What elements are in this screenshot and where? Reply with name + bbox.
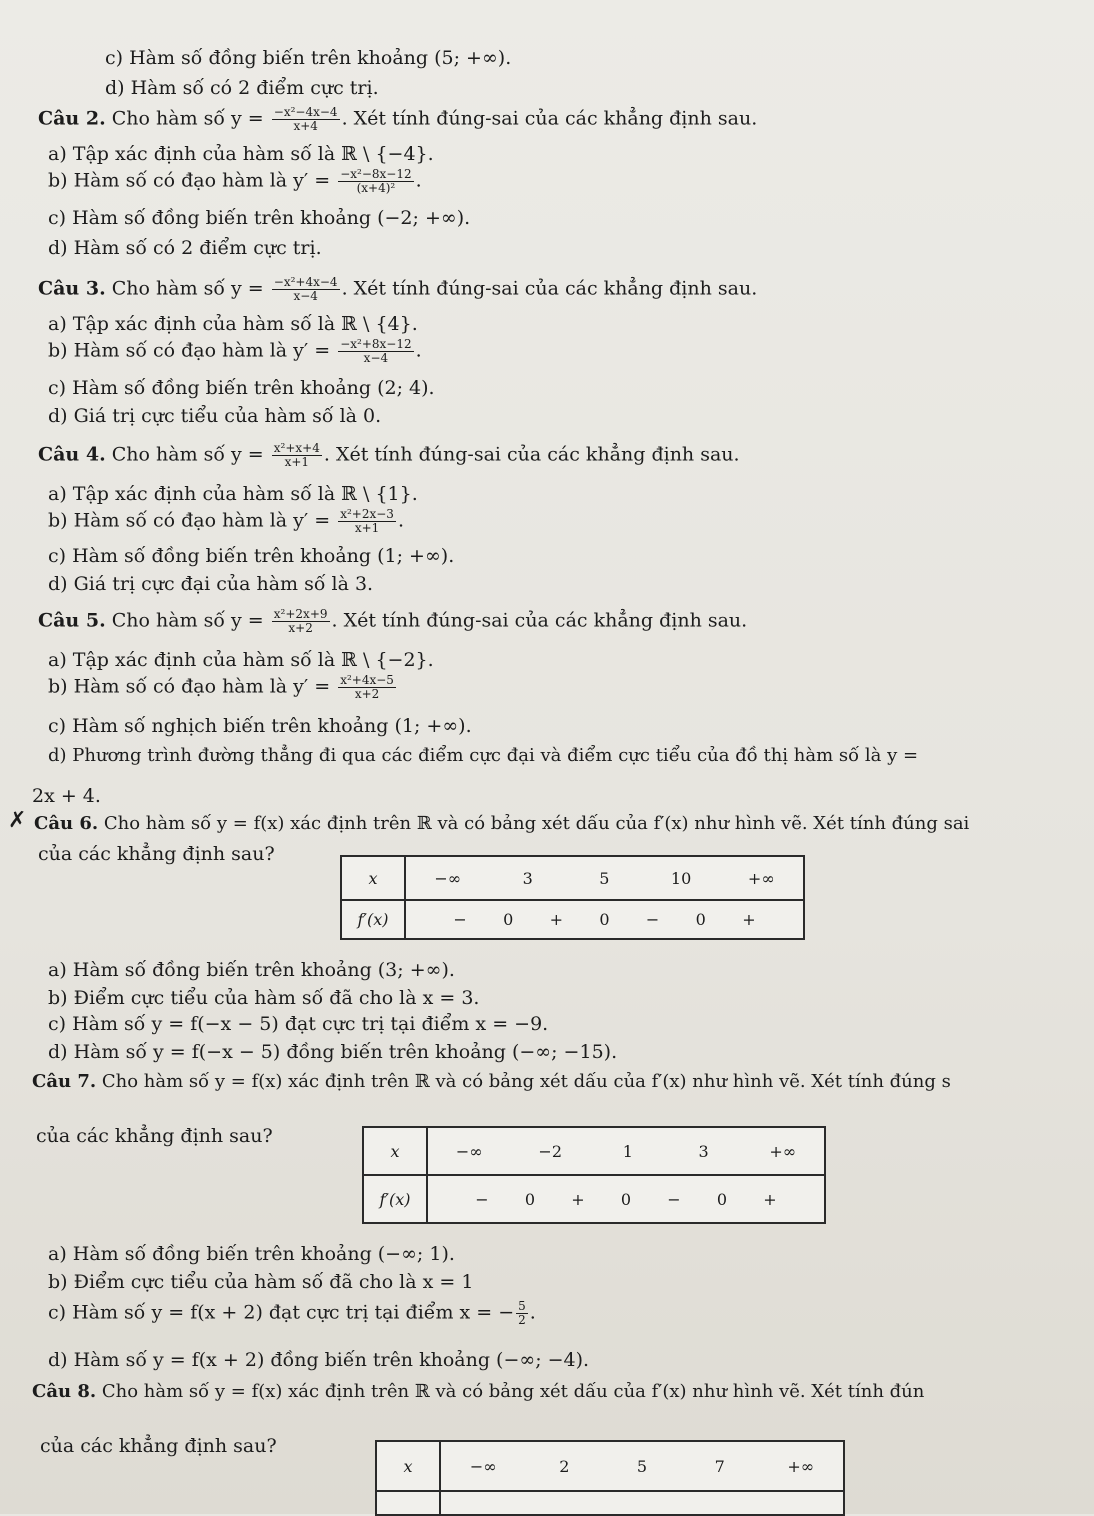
q3-stem-pre: Cho hàm số y =	[111, 277, 264, 300]
q6-table-f-header: f′(x)	[341, 900, 405, 939]
q7-table-f-header: f′(x)	[363, 1175, 427, 1223]
q7-option-b: b) Điểm cực tiểu của hàm số đã cho là x = 1	[48, 1271, 474, 1293]
q8-label: Câu 8.	[32, 1381, 97, 1402]
q7-sign: 0	[620, 1189, 632, 1209]
q6-sign: −	[645, 910, 660, 929]
q5-option-a: a) Tập xác định của hàm số là ℝ \ {−2}.	[48, 649, 434, 671]
q7-sign-table	[362, 1126, 826, 1224]
q4-derivative-fraction	[338, 508, 396, 535]
handwritten-check-mark: ✗	[8, 808, 27, 833]
q6-table-x-row	[405, 856, 804, 900]
q4-stem	[38, 442, 740, 469]
q3-label: Câu 3.	[38, 277, 106, 300]
q7-x-value: −2	[538, 1141, 562, 1161]
q6-option-c: c) Hàm số y = f(−x − 5) đạt cực trị tại điểm x = −9.	[48, 1013, 549, 1035]
q4-option-d: d) Giá trị cực đại của hàm số là 3.	[48, 573, 374, 595]
q5-stem-pre: Cho hàm số y =	[111, 609, 264, 632]
q2-stem-post: . Xét tính đúng-sai của các khẳng định sau.	[341, 107, 758, 130]
q8-x-value: 5	[636, 1456, 648, 1476]
q3-function-fraction	[272, 276, 340, 303]
q4-b-post: .	[397, 509, 404, 532]
q8-table-f-header-cut	[376, 1491, 440, 1515]
q6-sign: +	[549, 910, 564, 929]
q3-b-denominator: x−4	[363, 351, 389, 365]
q3-option-d: d) Giá trị cực tiểu của hàm số là 0.	[48, 405, 382, 427]
q8-sign-table	[375, 1440, 845, 1516]
q3-option-c: c) Hàm số đồng biến trên khoảng (2; 4).	[48, 377, 435, 399]
q3-denominator: x−4	[293, 289, 318, 303]
q6-label: Câu 6.	[34, 813, 99, 834]
q1-option-d: d) Hàm số có 2 điểm cực trị.	[105, 77, 379, 99]
q2-option-d: d) Hàm số có 2 điểm cực trị.	[48, 237, 322, 259]
q8-x-value: 7	[714, 1456, 725, 1476]
q6-sign: 0	[599, 910, 610, 929]
q8-table-sign-row-cut	[440, 1491, 844, 1515]
q6-option-a: a) Hàm số đồng biến trên khoảng (3; +∞).	[48, 959, 455, 981]
q6-stem	[34, 812, 969, 836]
q3-stem-post: . Xét tính đúng-sai của các khẳng định sau.	[341, 277, 758, 300]
q8-x-value: +∞	[787, 1456, 815, 1476]
q4-stem-pre: Cho hàm số y =	[111, 443, 264, 466]
q6-x-value: 3	[522, 868, 533, 888]
q6-x-value: +∞	[747, 868, 775, 888]
q5-label: Câu 5.	[38, 609, 106, 632]
q6-sign-table	[340, 855, 805, 940]
q5-b-denominator: x+2	[354, 687, 380, 701]
q2-denominator: x+4	[293, 119, 318, 133]
q4-b-pre: b) Hàm số có đạo hàm là y′ =	[48, 509, 331, 532]
q7-x-value: −∞	[455, 1141, 483, 1161]
q4-option-c: c) Hàm số đồng biến trên khoảng (1; +∞).	[48, 545, 455, 567]
q4-denominator: x+1	[284, 455, 310, 469]
q3-option-a: a) Tập xác định của hàm số là ℝ \ {4}.	[48, 313, 418, 335]
q4-option-b	[48, 508, 404, 535]
q7-c-numerator: 5	[518, 1299, 526, 1313]
q5-numerator: x²+2x+9	[273, 607, 328, 621]
q7-c-fraction	[516, 1300, 528, 1327]
q8-table-x-header: x	[376, 1441, 440, 1491]
q7-sign: −	[667, 1189, 681, 1209]
q7-sign: 0	[716, 1189, 728, 1209]
q8-stem-cont: của các khẳng định sau?	[40, 1435, 277, 1457]
q7-label: Câu 7.	[32, 1071, 97, 1092]
q5-stem	[38, 608, 747, 635]
q6-table-sign-row	[405, 900, 804, 939]
q3-stem	[38, 276, 757, 303]
q3-b-numerator: −x²+8x−12	[340, 337, 412, 351]
q6-option-d: d) Hàm số y = f(−x − 5) đồng biến trên khoảng (−∞; −15).	[48, 1041, 618, 1063]
q3-derivative-fraction	[338, 338, 413, 365]
q5-option-d: d) Phương trình đường thẳng đi qua các điểm cực đại và điểm cực tiểu của đồ thị hàm số là y =	[48, 745, 919, 766]
q3-b-post: .	[415, 339, 422, 362]
q7-option-c	[48, 1300, 536, 1327]
q2-b-numerator: −x²−8x−12	[340, 167, 412, 181]
q6-sign: +	[742, 910, 756, 929]
q6-sign: −	[453, 910, 467, 929]
q6-stem-cont: của các khẳng định sau?	[38, 843, 275, 865]
q6-x-value: 5	[599, 868, 610, 888]
q7-x-value: 3	[698, 1141, 709, 1161]
q6-table-x-header: x	[341, 856, 405, 900]
q2-b-denominator: (x+4)²	[356, 181, 396, 195]
q4-label: Câu 4.	[38, 443, 106, 466]
q4-option-a: a) Tập xác định của hàm số là ℝ \ {1}.	[48, 483, 418, 505]
q5-b-pre: b) Hàm số có đạo hàm là y′ =	[48, 675, 331, 698]
q4-b-denominator: x+1	[354, 521, 380, 535]
q1-option-c: c) Hàm số đồng biến trên khoảng (5; +∞).	[105, 47, 512, 69]
q7-sign: +	[571, 1189, 585, 1209]
q3-option-b	[48, 338, 422, 365]
q2-option-b	[48, 168, 422, 195]
q2-derivative-fraction	[338, 168, 413, 195]
q6-x-value: 10	[670, 868, 692, 888]
q6-stem-text: Cho hàm số y = f(x) xác định trên ℝ và có bảng xét dấu của f′(x) như hình vẽ. Xét tính đúng sai	[103, 813, 970, 834]
q5-option-c: c) Hàm số nghịch biến trên khoảng (1; +∞).	[48, 715, 472, 737]
q7-sign: 0	[524, 1189, 536, 1209]
q8-x-value: 2	[559, 1456, 570, 1476]
q7-stem-text: Cho hàm số y = f(x) xác định trên ℝ và có bảng xét dấu của f′(x) như hình vẽ. Xét tính đúng s	[101, 1071, 951, 1092]
q3-numerator: −x²+4x−4	[273, 275, 338, 289]
q2-label: Câu 2.	[38, 107, 106, 130]
q5-function-fraction	[272, 608, 330, 635]
q7-x-value: 1	[622, 1141, 633, 1161]
q2-stem-pre: Cho hàm số y =	[111, 107, 264, 130]
q2-b-post: .	[415, 169, 422, 192]
q2-option-c: c) Hàm số đồng biến trên khoảng (−2; +∞).	[48, 207, 471, 229]
q5-option-d-cont: 2x + 4.	[32, 785, 101, 807]
q3-b-pre: b) Hàm số có đạo hàm là y′ =	[48, 339, 331, 362]
q8-stem	[32, 1380, 924, 1404]
q4-stem-post: . Xét tính đúng-sai của các khẳng định sau.	[323, 443, 740, 466]
q5-b-numerator: x²+4x−5	[340, 673, 394, 687]
q6-sign: 0	[695, 910, 706, 929]
q5-stem-post: . Xét tính đúng-sai của các khẳng định sau.	[331, 609, 748, 632]
q2-stem	[38, 106, 757, 133]
q7-table-sign-row	[427, 1175, 825, 1223]
q7-option-d: d) Hàm số y = f(x + 2) đồng biến trên khoảng (−∞; −4).	[48, 1349, 590, 1371]
q7-table-x-header: x	[363, 1127, 427, 1175]
q7-stem	[32, 1070, 951, 1094]
q5-derivative-fraction	[338, 674, 396, 701]
q8-table-x-row	[440, 1441, 844, 1491]
q7-x-value: +∞	[769, 1141, 797, 1161]
q2-numerator: −x²−4x−4	[273, 105, 338, 119]
q4-b-numerator: x²+2x−3	[340, 507, 394, 521]
q7-c-text: c) Hàm số y = f(x + 2) đạt cực trị tại điểm x = −	[48, 1301, 515, 1324]
q6-sign: 0	[503, 910, 514, 929]
q7-c-denominator: 2	[518, 1313, 526, 1327]
q5-option-b	[48, 674, 398, 701]
q2-option-a: a) Tập xác định của hàm số là ℝ \ {−4}.	[48, 143, 434, 165]
q7-sign: +	[763, 1189, 777, 1209]
q7-option-a: a) Hàm số đồng biến trên khoảng (−∞; 1).	[48, 1243, 455, 1265]
q7-c-post: .	[529, 1301, 536, 1324]
q2-b-pre: b) Hàm số có đạo hàm là y′ =	[48, 169, 331, 192]
q8-stem-text: Cho hàm số y = f(x) xác định trên ℝ và có bảng xét dấu của f′(x) như hình vẽ. Xét tính đún	[101, 1381, 925, 1402]
q7-sign: −	[475, 1189, 489, 1209]
q2-function-fraction	[272, 106, 340, 133]
q6-option-b: b) Điểm cực tiểu của hàm số đã cho là x = 3.	[48, 987, 480, 1009]
q5-denominator: x+2	[288, 621, 313, 635]
q8-x-value: −∞	[469, 1456, 497, 1476]
q7-table-x-row	[427, 1127, 825, 1175]
q6-x-value: −∞	[434, 868, 462, 888]
q7-stem-cont: của các khẳng định sau?	[36, 1125, 273, 1147]
q4-numerator: x²+x+4	[273, 441, 320, 455]
q4-function-fraction	[272, 442, 322, 469]
